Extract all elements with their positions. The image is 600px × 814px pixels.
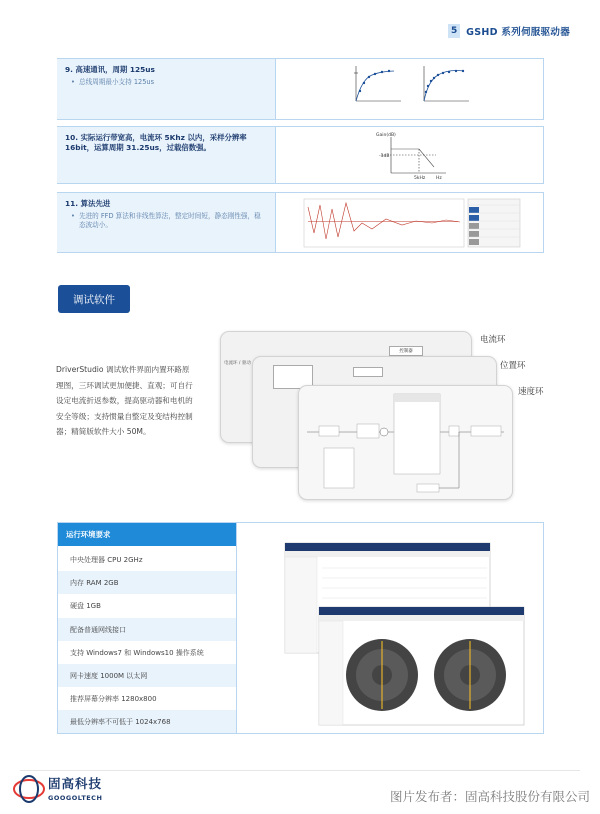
loop-label-position: 位置环 [500, 361, 526, 371]
feature-row-11 [57, 192, 544, 253]
feature-desc: • 先进的 FFD 算法和非线性算法，整定时间短，静态刚性强，稳态波动小。 [65, 212, 267, 230]
environment-row: 配备普通网线接口 [58, 618, 236, 641]
feature-figure [275, 127, 544, 183]
software-screenshot [237, 523, 542, 731]
publisher-caption: 图片发布者：固高科技股份有限公司 [389, 789, 590, 804]
footer-divider [20, 770, 580, 771]
feature-figure [275, 193, 544, 252]
step-response-plot-left [354, 66, 401, 101]
speed-loop-diagram [299, 386, 512, 499]
environment-row: 网卡速度 1000M 以太网 [58, 664, 236, 687]
logo-text-en: GOOGOLTECH [48, 794, 103, 802]
feature-title: 9. 高速通讯，周期 125us [65, 65, 155, 74]
page-header [448, 24, 570, 38]
environment-row: 支持 Windows7 和 Windows10 操作系统 [70, 648, 204, 657]
googoltech-logo-icon [12, 774, 46, 804]
loop-label-speed: 速度环 [518, 387, 544, 397]
speed-loop-panel [298, 385, 513, 500]
environment-row: 内存 RAM 2GB [58, 571, 236, 594]
environment-requirements-table [57, 522, 544, 734]
page-number: 5 [448, 24, 460, 38]
bode-level-label: -3dB [379, 154, 390, 159]
feature-row-10 [57, 126, 544, 184]
feature-row-9 [57, 58, 544, 120]
feature-figure [275, 59, 544, 119]
debug-software-section-button: 调试软件 [58, 285, 130, 313]
step-response-figure [276, 59, 543, 119]
environment-row: 硬盘 1GB [70, 601, 101, 610]
algorithm-screenshot [276, 193, 543, 252]
feature-title: 11. 算法先进 [65, 199, 111, 208]
logo-text-cn: 固高科技 [48, 776, 103, 791]
bode-xval-label: 5kHz [414, 176, 426, 181]
current-loop-panel: 电流环 / 驱动 控制器 [220, 331, 472, 443]
software-screenshot-area [236, 523, 543, 733]
bode-xunit-label: Hz [436, 176, 442, 181]
environment-row: 最低分辨率不可低于 1024x768 [58, 710, 236, 733]
environment-row: 推荐屏幕分辨率 1280x800 [70, 694, 157, 703]
debug-software-paragraph: DriverStudio 调试软件界面内置环路原理图，三环调试更加便捷、直观；可自行设定电流折返参数，提高驱动器和电机的安全等级；支持惯量自整定及变结构控制器；精简版软件大小 50M。 [56, 365, 193, 436]
page-header-title: GSHD 系列伺服驱动器 [466, 27, 570, 38]
loop-label-current: 电流环 [480, 335, 506, 345]
environment-row: 中央处理器 CPU 2GHz [70, 555, 143, 564]
bode-plot [276, 127, 543, 183]
feature-title: 10. 实际运行带宽高，电流环 5Khz 以内，采样分辨率 16bit，运算周期 31.25us，过载倍数强。 [65, 133, 247, 152]
feature-desc: • 总线周期最小支持 125us [65, 78, 267, 87]
environment-header: 运行环境要求 [58, 523, 236, 546]
bode-ylabel: Gain(dB) [376, 133, 396, 138]
